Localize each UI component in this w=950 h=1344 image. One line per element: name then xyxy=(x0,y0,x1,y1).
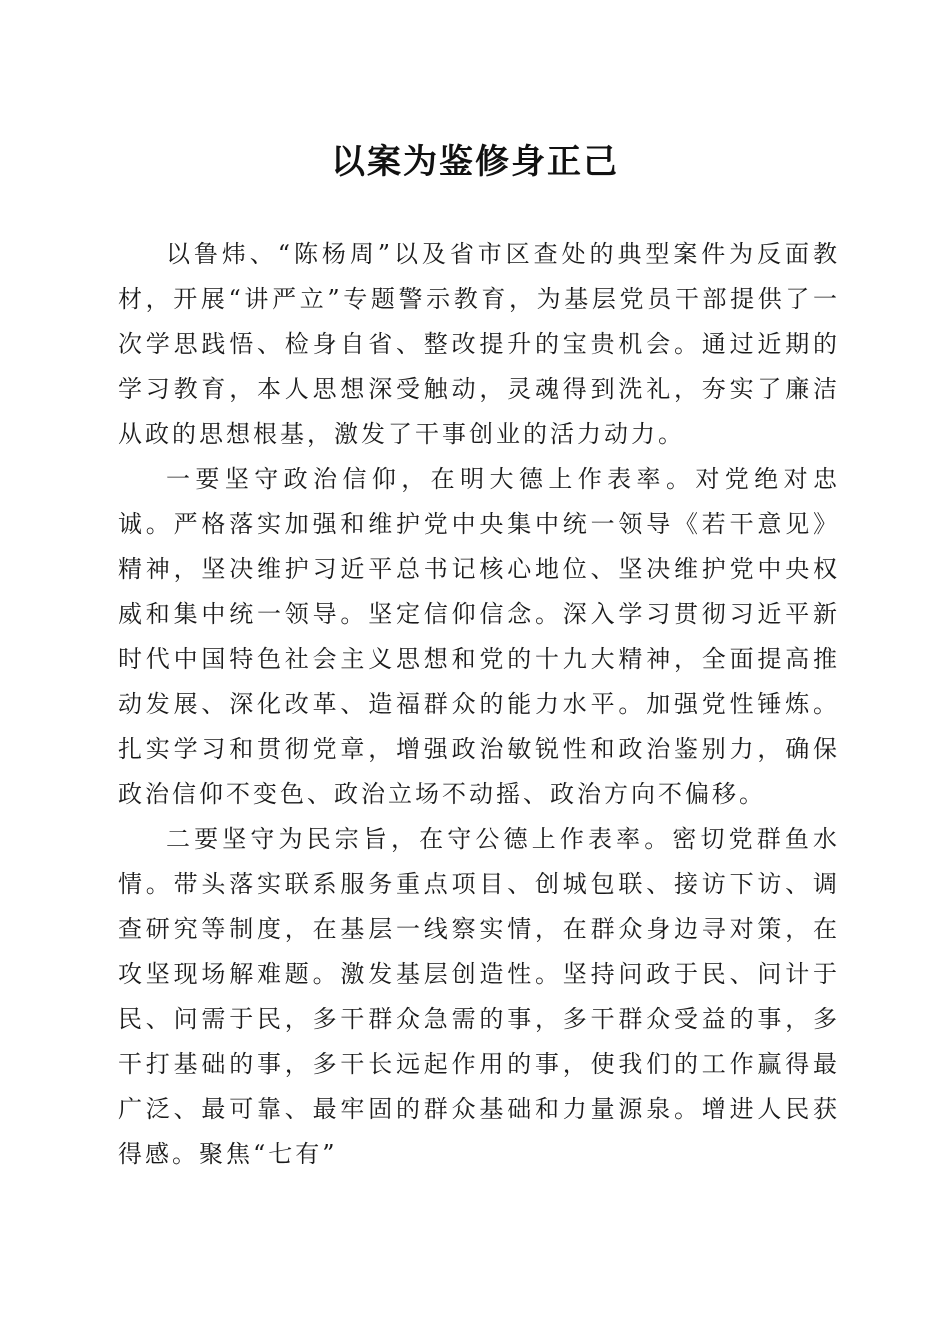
paragraph-intro: 以鲁炜、“陈杨周”以及省市区查处的典型案件为反面教材，开展“讲严立”专题警示教育，为基层党员干部提供了一次学思践悟、检身自省、整改提升的宝贵机会。通过近期的学习教育，本人思想深受触动，灵魂得到洗礼，夯实了廉洁从政的思想根基，激发了干事创业的活力动力。 xyxy=(118,240,840,448)
document-title: 以案为鉴修身正己 xyxy=(331,142,619,182)
paragraph-political-faith: 一要坚守政治信仰，在明大德上作表率。对党绝对忠诚。严格落实加强和维护党中央集中统一领导《若干意见》精神，坚决维护习近平总书记核心地位、坚决维护党中央权威和集中统一领导。坚定信仰信念。深入学习贯彻习近平新时代中国特色社会主义思想和党的十九大精神，全面提高推动发展、深化改革、造福群众的能力水平。加强党性锤炼。扎实学习和贯彻党章，增强政治敏锐性和政治鉴别力，确保政治信仰不变色、政治立场不动摇、政治方向不偏移。 xyxy=(118,465,840,808)
document-body xyxy=(118,232,840,1177)
paragraph-serve-people: 二要坚守为民宗旨，在守公德上作表率。密切党群鱼水情。带头落实联系服务重点项目、创城包联、接访下访、调查研究等制度，在基层一线察实情，在群众身边寻对策，在攻坚现场解难题。激发基层创造性。坚持问政于民、问计于民、问需于民，多干群众急需的事，多干群众受益的事，多干打基础的事，多干长远起作用的事，使我们的工作赢得最广泛、最可靠、最牢固的群众基础和力量源泉。增进人民获得感。聚焦“七有” xyxy=(118,825,840,1168)
